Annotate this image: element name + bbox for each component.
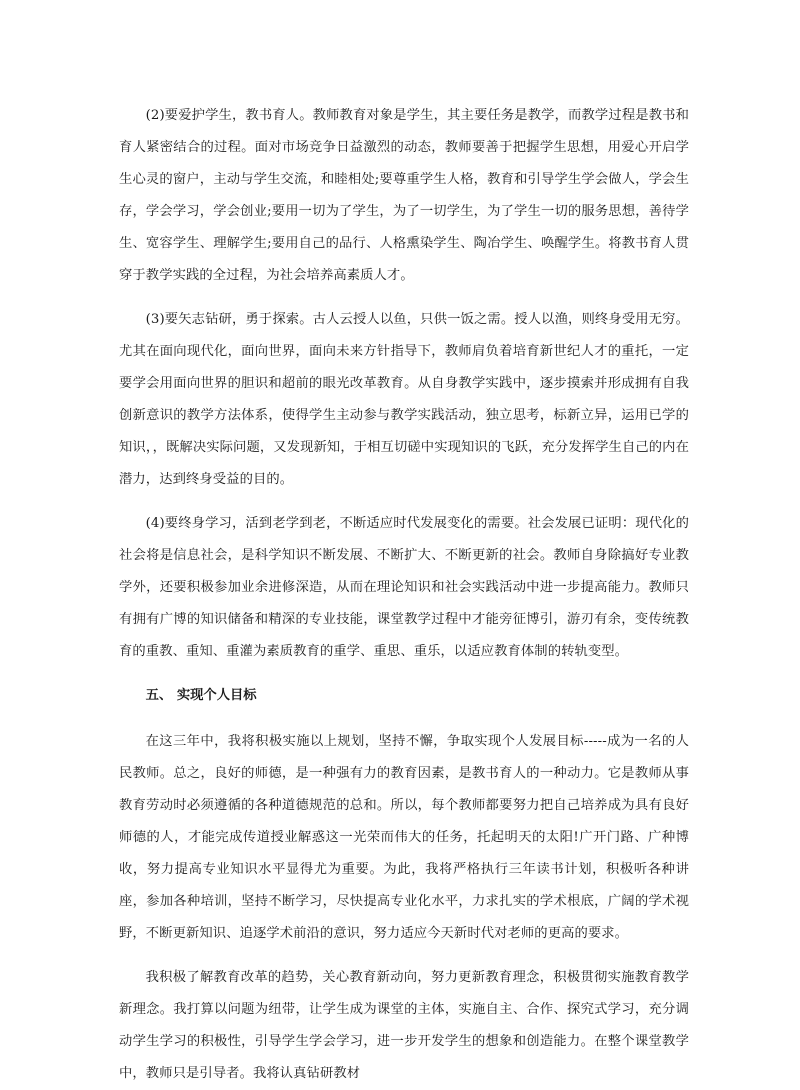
- document-page: [119, 100, 689, 1090]
- paragraph-care-for-students: (2)要爱护学生，教书育人。教师教育对象是学生，其主要任务是教学，而教学过程是教书和育人紧密结合的过程。面对市场竞争日益激烈的动态，教师要善于把握学生思想，用爱心开启学生心灵的窗户，主动与学生交流，和睦相处;要尊重学生人格，教育和引导学生学会做人，学会生存，学会学习，学会创业;要用一切为了学生，为了一切学生，为了学生一切的服务思想，善待学生、宽容学生、理解学生;要用自己的品行、人格熏染学生、陶冶学生、唤醒学生。将教书育人贯穿于教学实践的全过程，为社会培养高素质人才。: [119, 108, 689, 283]
- paragraph-lifelong-learning: (4)要终身学习，活到老学到老，不断适应时代发展变化的需要。社会发展已证明：现代化的社会将是信息社会，是科学知识不断发展、不断扩大、不断更新的社会。教师自身除搞好专业教学外，还要积极参加业余进修深造，从而在理论知识和社会实践活动中进一步提高能力。教师只有拥有广博的知识储备和精深的专业技能，课堂教学过程中才能旁征博引，游刃有余，变传统教育的重教、重知、重灌为素质教育的重学、重思、重乐，以适应教育体制的转轨变型。: [119, 516, 689, 659]
- paragraph-three-year-plan: 在这三年中，我将积极实施以上规划，坚持不懈，争取实现个人发展目标-----成为一名的人民教师。总之，良好的师德，是一种强有力的教育因素，是教书育人的一种动力。它是教师从事教育劳动时必须遵循的各种道德规范的总和。所以，每个教师都要努力把自己培养成为具有良好师德的人，才能完成传道授业解惑这一光荣而伟大的任务，托起明天的太阳!广开门路、广种博收，努力提高专业知识水平显得尤为重要。为此，我将严格执行三年读书计划，积极听各种讲座，参加各种培训，坚持不断学习，尽快提高专业化水平，力求扎实的学术根底，广阔的学术视野，不断更新知识、追逐学术前沿的意识，努力适应今天新时代对老师的更高的要求。: [119, 734, 689, 941]
- paragraph-education-reform: 我积极了解教育改革的趋势，关心教育新动向，努力更新教育理念，积极贯彻实施教育教学新理念。我打算以问题为纽带，让学生成为课堂的主体，实施自主、合作、探究式学习，充分调动学生学习的积极性，引导学生学会学习，进一步开发学生的想象和创造能力。在整个课堂教学中，教师只是引导者。我将认真钻研教材: [119, 970, 689, 1081]
- paragraph-research-explore: (3)要矢志钻研，勇于探索。古人云授人以鱼，只供一饭之需。授人以渔，则终身受用无穷。尤其在面向现代化，面向世界，面向未来方针指导下，教师肩负着培育新世纪人才的重托，一定要学会用面向世界的胆识和超前的眼光改革教育。从自身教学实践中，逐步摸索并形成拥有自我创新意识的教学方法体系，使得学生主动参与教学实践活动，独立思考，标新立异，运用已学的知识，，既解决实际问题，又发现新知，于相互切磋中实现知识的飞跃，充分发挥学生自己的内在潜力，达到终身受益的目的。: [119, 312, 689, 487]
- section-heading-personal-goals: 五、 实现个人目标: [145, 688, 257, 703]
